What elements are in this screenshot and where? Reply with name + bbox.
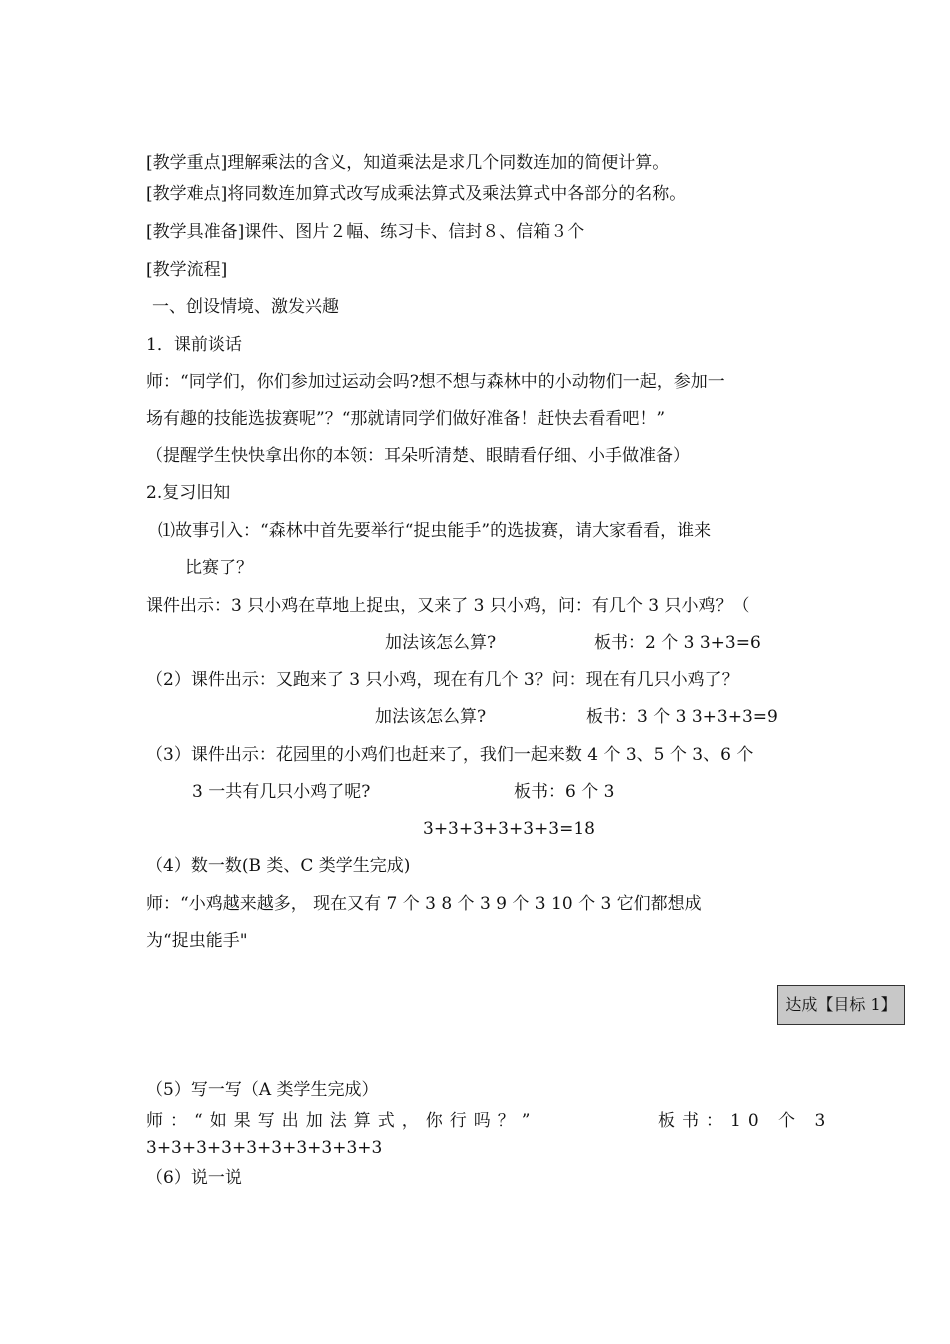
text-line-board-1: 板书：2 个 3 3+3=6 <box>594 633 761 653</box>
text-line-courseware-3a: （3）课件出示：花园里的小鸡们也赶来了，我们一起来数 4 个 3、5 个 3、6 个 <box>146 745 754 765</box>
text-line-equation-30: 3+3+3+3+3+3+3+3+3+3 <box>146 1138 383 1158</box>
subheading-review: 2.复习旧知 <box>146 483 231 503</box>
text-line-story-a: ⑴故事引入：“森林中首先要举行“捉虫能手”的选拔赛，请大家看看，谁来 <box>158 521 712 541</box>
text-line-board-3: 板书：6 个 3 <box>514 782 615 802</box>
text-line-write: （5）写一写（A 类学生完成） <box>146 1080 379 1100</box>
section-heading-1: 一、创设情境、激发兴趣 <box>152 297 339 317</box>
text-line-teacher-2b: 为“捉虫能手" <box>146 931 248 951</box>
text-line-difficult-point: [教学难点]将同数连加算式改写成乘法算式及乘法算式中各部分的名称。 <box>146 184 687 204</box>
text-line-courseware-3b: 3 一共有几只小鸡了呢? <box>192 782 371 802</box>
text-line-equation-18: 3+3+3+3+3+3=18 <box>423 819 595 839</box>
text-line-teacher-1b: 场有趣的技能选拔赛呢”？“那就请同学们做好准备！赶快去看看吧！” <box>146 409 666 429</box>
text-line-say: （6）说一说 <box>146 1168 242 1188</box>
text-line-addition-question-2: 加法该怎么算? <box>375 707 487 727</box>
text-line-teacher-2a: 师：“小鸡越来越多， 现在又有 7 个 3 8 个 3 9 个 3 10 个 3 它们都想成 <box>146 894 702 914</box>
text-line-story-b: 比赛了？ <box>185 558 253 578</box>
text-line-materials: [教学具准备]课件、图片２幅、练习卡、信封８、信箱３个 <box>146 222 585 242</box>
goal-badge: 达成【目标 1】 <box>777 985 905 1025</box>
subheading-talk: 1．课前谈话 <box>146 335 242 355</box>
text-line-teacher-1a: 师：“同学们，你们参加过运动会吗?想不想与森林中的小动物们一起，参加一 <box>146 372 725 392</box>
text-line-board-2: 板书：3 个 3 3+3+3=9 <box>586 707 778 727</box>
text-line-count: （4）数一数(B 类、C 类学生完成) <box>146 856 411 876</box>
text-line-addition-question-1: 加法该怎么算? <box>385 633 497 653</box>
text-line-reminder: （提醒学生快快拿出你的本领：耳朵听清楚、眼睛看仔细、小手做准备） <box>146 446 690 466</box>
text-line-process-heading: [教学流程] <box>146 260 228 280</box>
text-line-courseware-2: （2）课件出示：又跑来了 3 只小鸡，现在有几个 3？问：现在有几只小鸡了？ <box>146 670 739 690</box>
text-line-key-point: [教学重点]理解乘法的含义，知道乘法是求几个同数连加的简便计算。 <box>146 153 670 173</box>
text-line-teacher-3: 师：“如果写出加法算式，你行吗？” <box>146 1111 538 1131</box>
text-line-courseware-1: 课件出示：3 只小鸡在草地上捉虫，又来了 3 只小鸡，问：有几个 3 只小鸡？（ <box>146 596 750 616</box>
text-line-board-4: 板书：10 个 3 <box>658 1111 833 1131</box>
